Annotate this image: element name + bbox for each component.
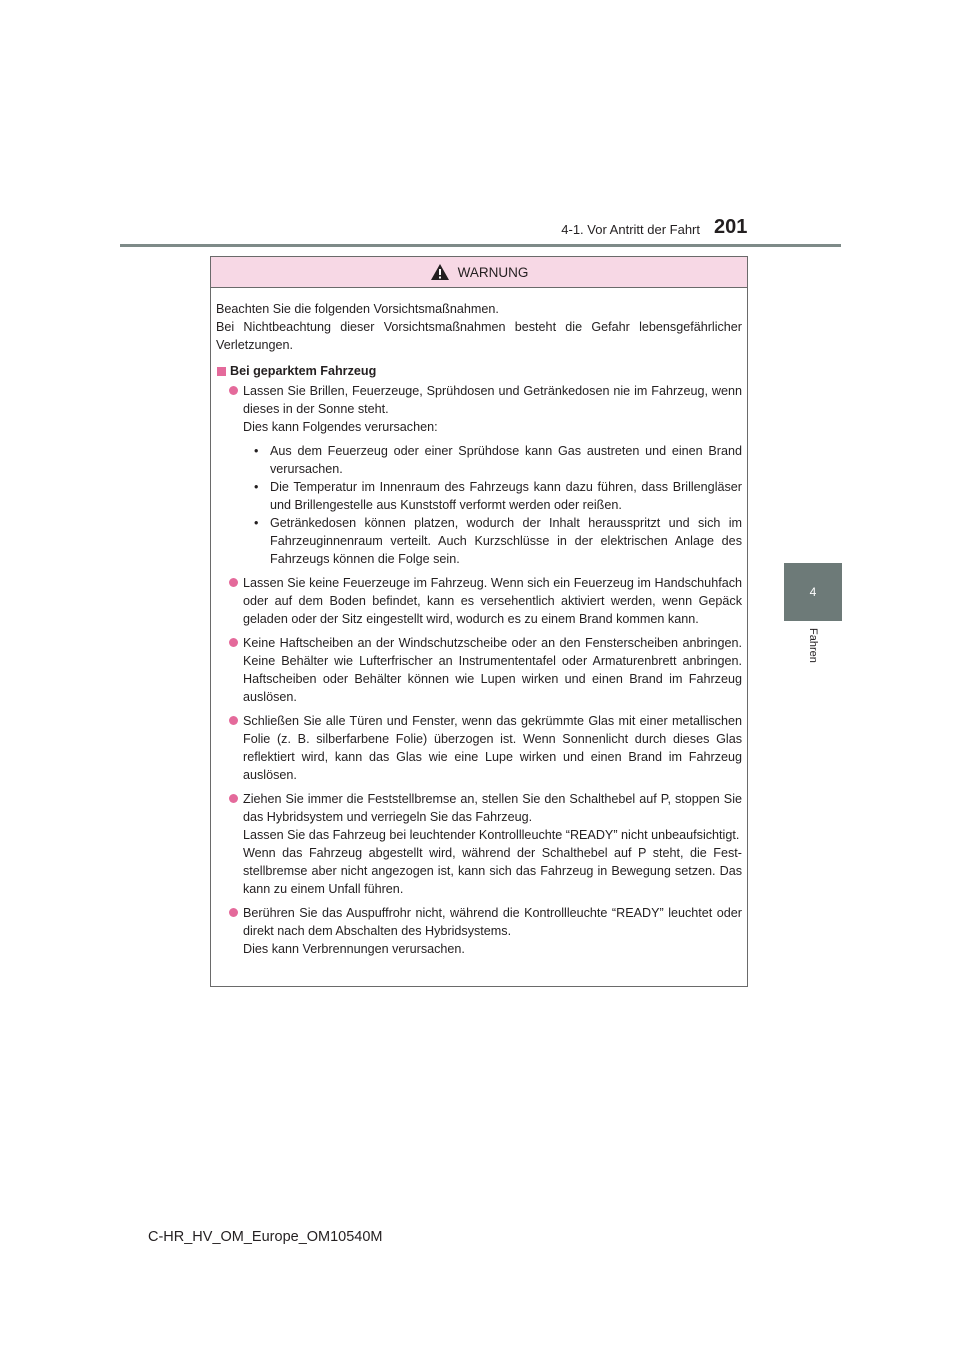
chapter-tab[interactable] (784, 563, 842, 621)
round-bullet-icon (229, 908, 238, 917)
sub-item-text: Die Temperatur im Innenraum des Fahrzeugs kann dazu führen, dass Brillengläser und Brillengestelle aus Kunststoff verformt werden oder reißen. (270, 480, 742, 512)
warning-item (216, 790, 742, 898)
chapter-number: 4 (809, 585, 817, 599)
item-paragraph: Lassen Sie keine Feuerzeuge im Fahrzeug. Wenn sich ein Feuerzeug im Handschuhfach oder auf dem Boden befindet, kann es versehentlich aktiviert werden, wenn Gepäck geladen oder der Sitz eingestellt wird, wodurch es zu einem Brand kommen kann. (243, 576, 742, 626)
round-bullet-icon (229, 638, 238, 647)
section-heading (216, 362, 742, 380)
dot-marker-icon: • (254, 480, 259, 494)
warning-item (216, 712, 742, 784)
dot-marker-icon: • (254, 516, 259, 530)
warning-header (211, 257, 747, 288)
section-heading-text: Bei geparktem Fahrzeug (230, 364, 377, 378)
intro-line: Beachten Sie die folgenden Vorsichtsmaßnahmen. (216, 302, 499, 316)
warning-body (211, 288, 747, 958)
item-paragraph: Dies kann Folgendes verursachen: (243, 420, 438, 434)
sub-item (243, 478, 742, 514)
round-bullet-icon (229, 386, 238, 395)
warning-item (216, 904, 742, 958)
header-section-title: 4-1. Vor Antritt der Fahrt (561, 222, 700, 237)
sub-item (243, 442, 742, 478)
sub-item-text: Aus dem Feuerzeug oder einer Sprühdose kann Gas austreten und einen Brand verursachen. (270, 444, 742, 476)
round-bullet-icon (229, 578, 238, 587)
item-paragraph: Ziehen Sie immer die Feststellbremse an, stellen Sie den Schalthebel auf P, stoppen Sie das Hybridsystem und verriegeln Sie das Fahrzeug. (243, 792, 742, 824)
header-divider (120, 244, 841, 247)
warning-box (210, 256, 748, 987)
square-bullet-icon (217, 367, 226, 376)
item-paragraph: Berühren Sie das Auspuffrohr nicht, während die Kontrollleuchte “READY” leuchtet oder direkt nach dem Abschalten des Hybridsystems. (243, 906, 742, 938)
chapter-label: Fahren (807, 628, 819, 663)
item-paragraph: Lassen Sie das Fahrzeug bei leuchtender Kontrollleuchte “READY” nicht unbeaufsichtigt. (243, 828, 740, 842)
sub-item-text: Getränkedosen können platzen, wodurch der Inhalt herausspritzt und sich im Fahrzeuginnenraum verteilt. Auch Kurzschlüsse in der elektrischen Anlage des Fahrzeugs können die Folge sein. (270, 516, 742, 566)
item-paragraph: Wenn das Fahrzeug abgestellt wird, während der Schalthebel auf P steht, die Feststellbremse aber nicht angezogen ist, kann sich das Fahrzeug in Bewegung setzen. Das kann zu einem Unfall führen. (243, 846, 742, 896)
document-code: C-HR_HV_OM_Europe_OM10540M (148, 1229, 383, 1245)
dot-marker-icon: • (254, 444, 259, 458)
sub-item (243, 514, 742, 568)
round-bullet-icon (229, 794, 238, 803)
warning-item (216, 574, 742, 628)
warning-triangle-icon (430, 263, 450, 281)
page-number: 201 (714, 216, 748, 238)
round-bullet-icon (229, 716, 238, 725)
warning-item (216, 382, 742, 568)
item-paragraph: Lassen Sie Brillen, Feuerzeuge, Sprühdosen und Getränkedosen nie im Fahrzeug, wenn dieses in der Sonne steht. (243, 384, 742, 416)
warning-title: WARNUNG (457, 264, 529, 280)
item-paragraph: Keine Haftscheiben an der Windschutzscheibe oder an den Fensterscheiben anbringen. Keine Behälter wie Lufterfrischer an Instrumententafel oder Armaturenbrett anbringen. Haftscheiben oder Behälter können wie Lupen wirken und einen Brand im Fahrzeug auslösen. (243, 636, 742, 704)
item-paragraph: Schließen Sie alle Türen und Fenster, wenn das gekrümmte Glas mit einer metallischen Folie (z. B. silberfarbene Folie) überzogen ist. Wenn Sonnenlicht durch dieses Glas reflektiert wird, kann das Glas wie eine Lupe wirken und einen Brand im Fahrzeug auslösen. (243, 714, 742, 782)
intro-line: Bei Nichtbeachtung dieser Vorsichtsmaßnahmen besteht die Gefahr lebensgefährlicher Verletzungen. (216, 320, 742, 352)
warning-item (216, 634, 742, 706)
item-paragraph: Dies kann Verbrennungen verursachen. (243, 942, 465, 956)
